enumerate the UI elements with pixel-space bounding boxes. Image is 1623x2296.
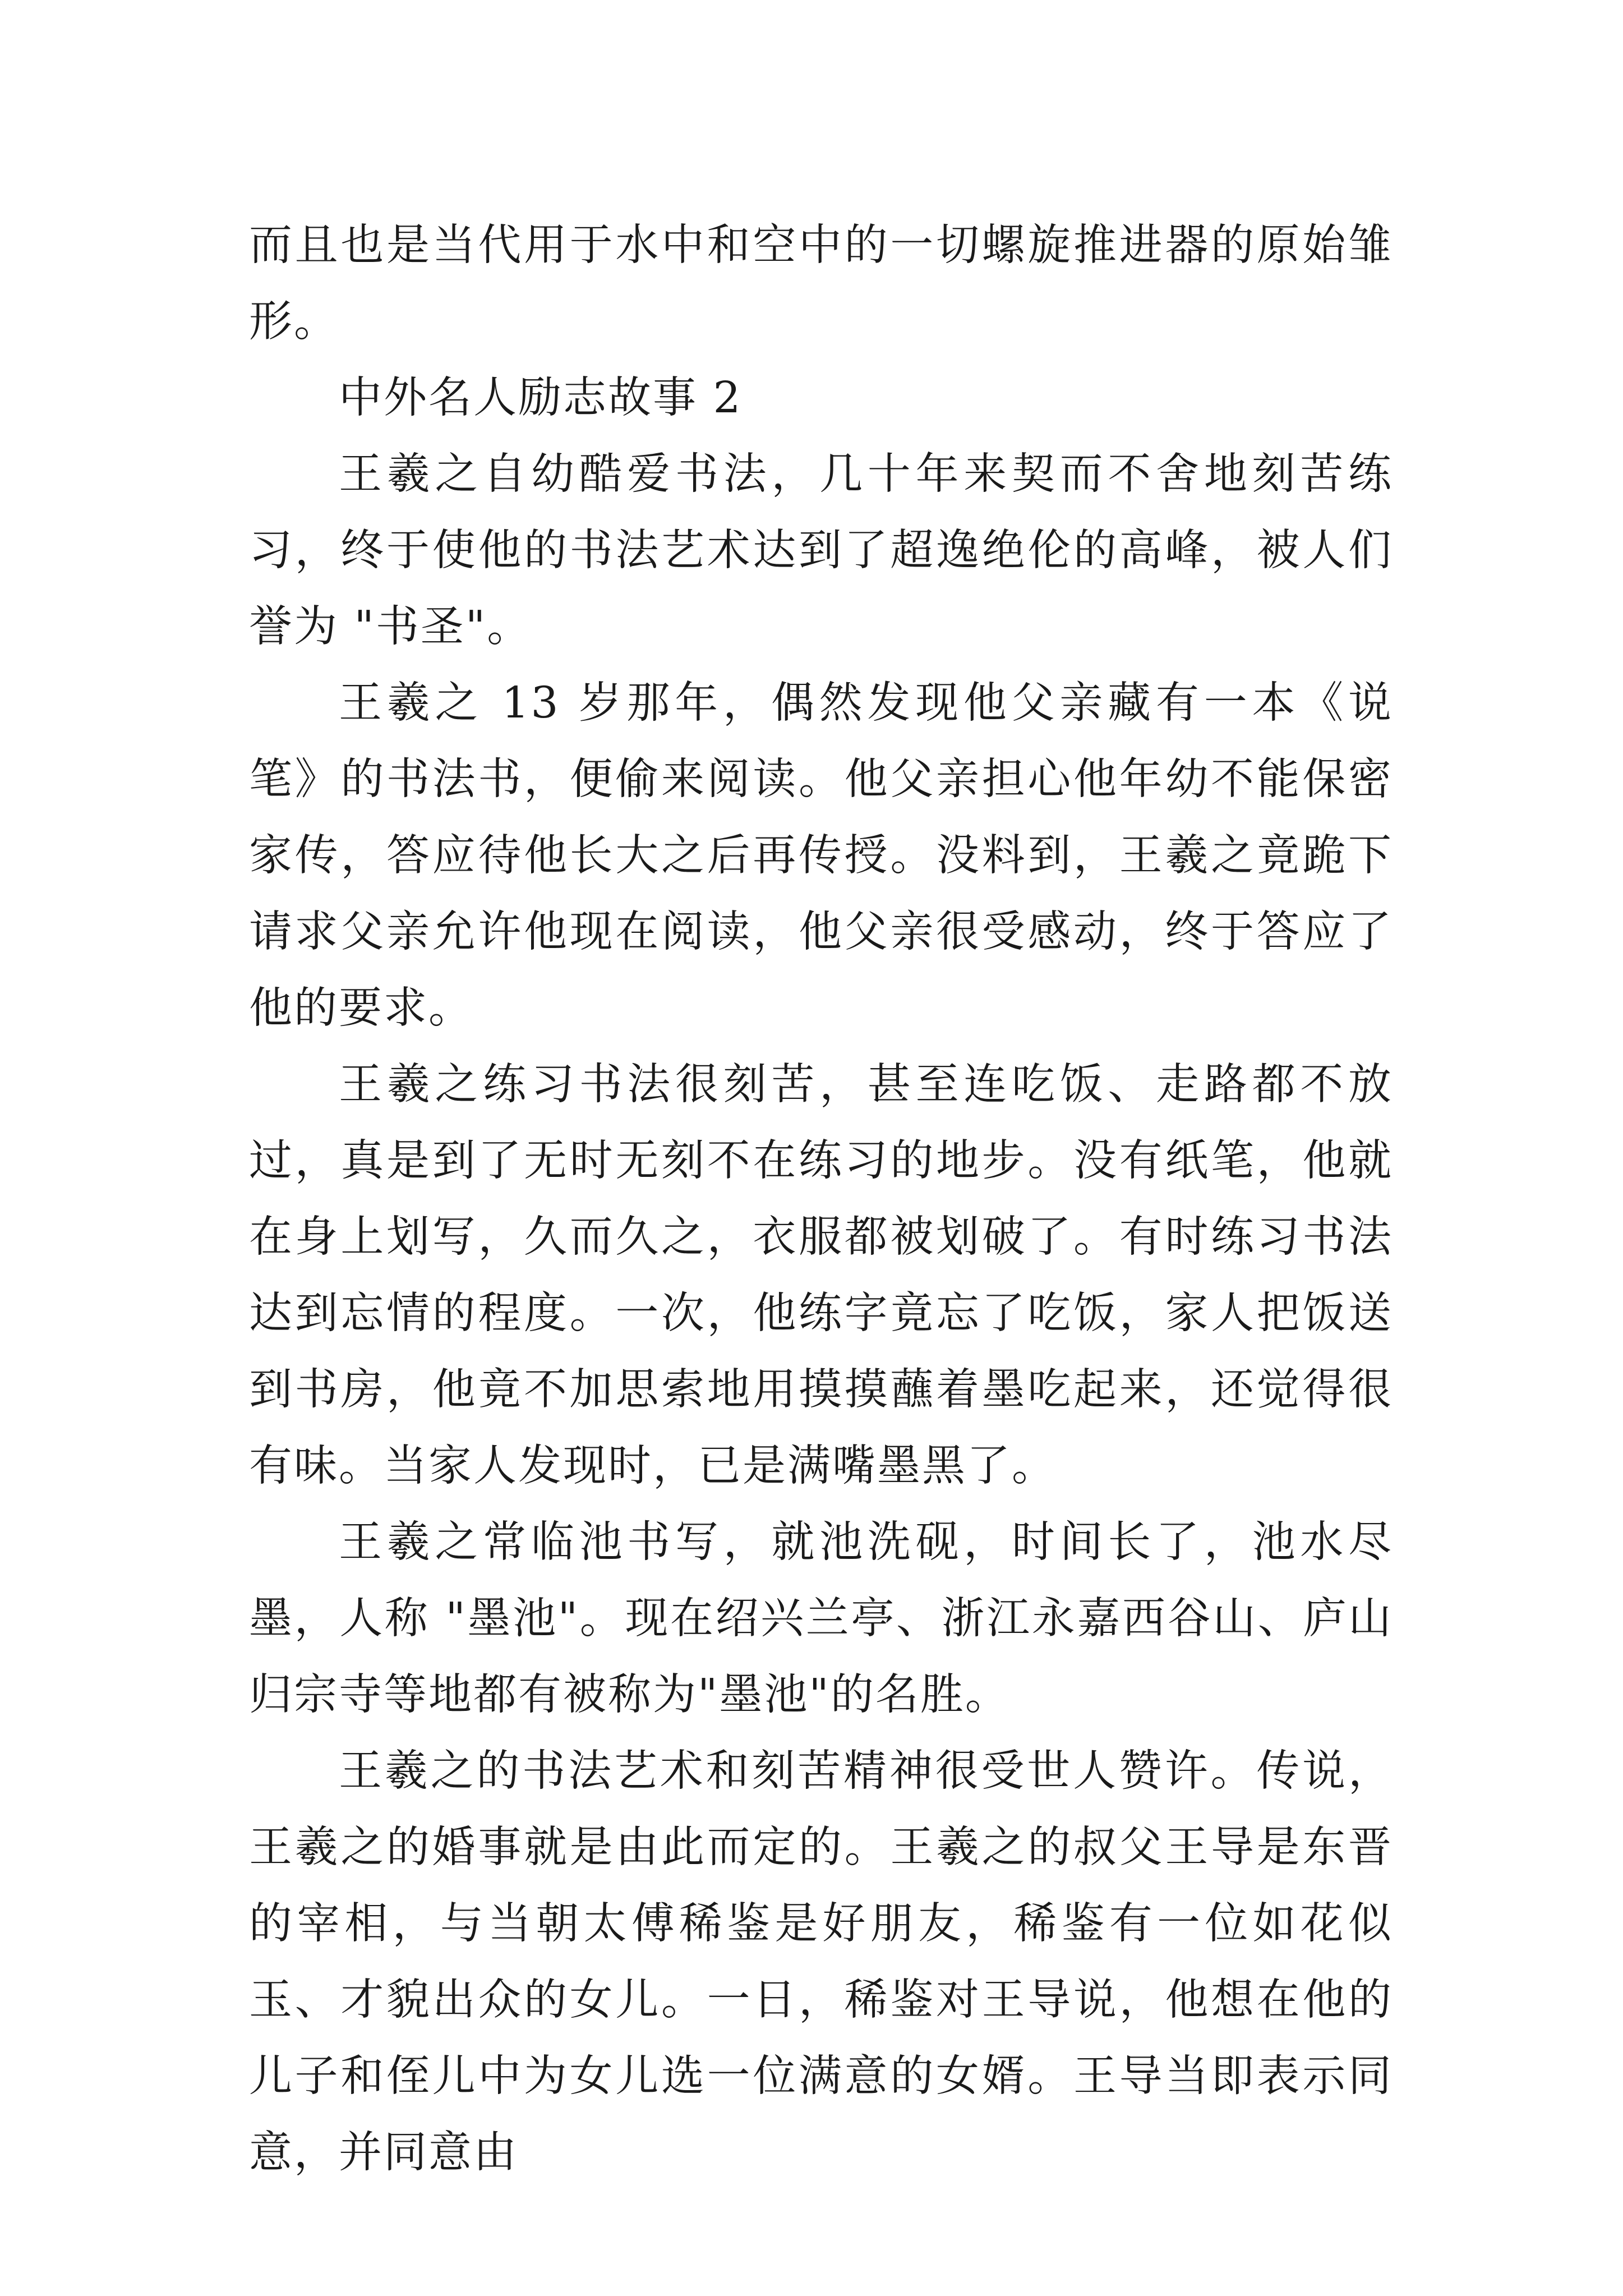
paragraph: 王羲之自幼酷爱书法，几十年来契而不舍地刻苦练习，终于使他的书法艺术达到了超逸绝伦的高峰，被人们誉为 "书圣"。: [249, 449, 1393, 652]
paragraph: 王羲之练习书法很刻苦，甚至连吃饭、走路都不放过，真是到了无时无刻不在练习的地步。没有纸笔，他就在身上划写，久而久之，衣服都被划破了。有时练习书法达到忘情的程度。一次，他练字竟忘了吃饭，家人把饭送到书房，他竟不加思索地用摸摸蘸着墨吃起来，还觉得很有味。当家人发现时，已是满嘴墨黑了。: [249, 1060, 1393, 1491]
paragraph: 王羲之的书法艺术和刻苦精神很受世人赞许。传说，王羲之的婚事就是由此而定的。王羲之的叔父王导是东晋的宰相，与当朝太傅稀鉴是好朋友，稀鉴有一位如花似玉、才貌出众的女儿。一日，稀鉴对王导说，他想在他的儿子和侄儿中为女儿选一位满意的女婿。王导当即表示同意，并同意由: [249, 1746, 1393, 2178]
paragraph: 王羲之 13 岁那年，偶然发现他父亲藏有一本《说笔》的书法书，便偷来阅读。他父亲担心他年幼不能保密家传，答应待他长大之后再传授。没料到，王羲之竟跪下请求父亲允许他现在阅读，他父亲很受感动，终于答应了他的要求。: [249, 678, 1393, 1033]
paragraph: 王羲之常临池书写，就池洗砚，时间长了，池水尽墨，人称 "墨池"。现在绍兴兰亭、浙江永嘉西谷山、庐山归宗寺等地都有被称为"墨池"的名胜。: [249, 1517, 1393, 1720]
document-body: [249, 208, 1393, 2191]
paragraph-continuation: 而且也是当代用于水中和空中的一切螺旋推进器的原始雏形。: [249, 220, 1393, 347]
section-heading: 中外名人励志故事 2: [339, 373, 743, 423]
